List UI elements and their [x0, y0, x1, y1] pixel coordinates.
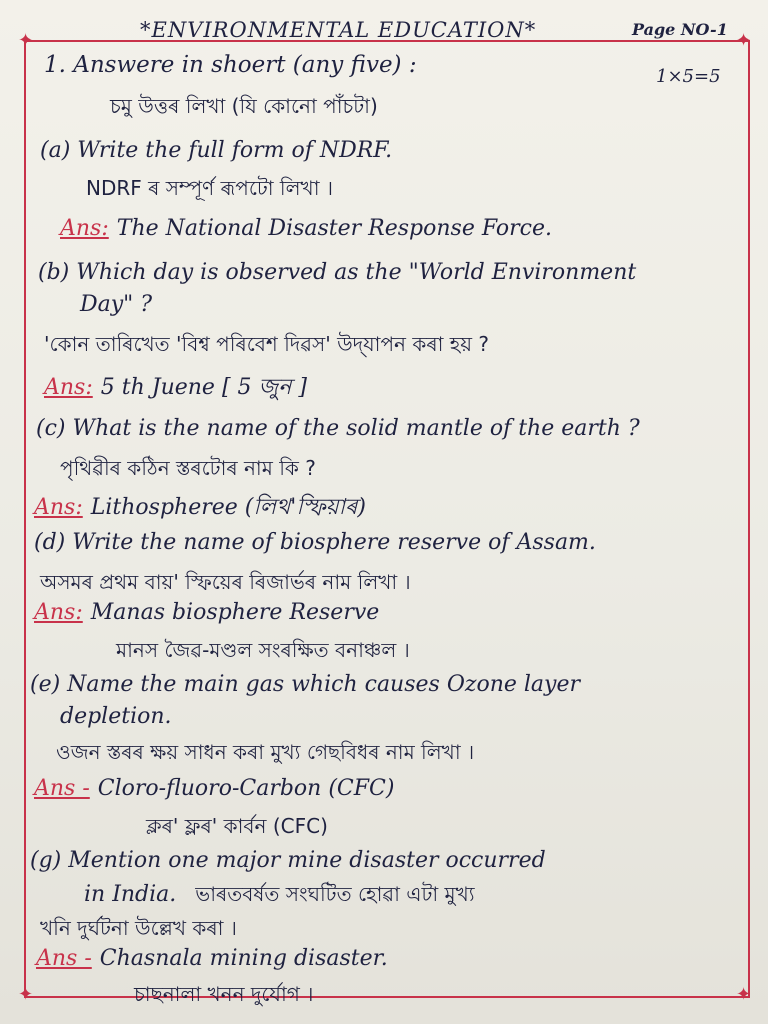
question-g: (g) Mention one major mine disaster occurred	[30, 848, 546, 873]
question-b: (b) Which day is observed as the "World Environment	[38, 260, 637, 285]
question-d-bn: অসমৰ প্ৰথম বায়' স্ফিয়েৰ ৰিজাৰ্ভৰ নাম লিখা ।	[40, 570, 411, 594]
instruction-text-bn: চমু উত্তৰ লিখা (যি কোনো পাঁচটা)	[110, 94, 378, 118]
answer-c	[34, 490, 366, 527]
question-g-cont-bn: ভাৰতবৰ্ষত সংঘটিত হোৱা এটা মুখ্য	[195, 882, 475, 906]
answer-label: Ans:	[44, 375, 93, 400]
question-a-bn: NDRF ৰ সম্পূৰ্ণ ৰূপটো লিখা ।	[86, 176, 334, 200]
question-a: (a) Write the full form of NDRF.	[40, 138, 393, 163]
answer-b	[44, 370, 307, 407]
answer-e	[34, 776, 394, 801]
answer-text: The National Disaster Response Force.	[116, 216, 552, 241]
question-g-cont-en: in India.	[84, 882, 177, 907]
answer-a	[60, 216, 552, 241]
answer-text: Chasnala mining disaster.	[99, 946, 388, 971]
answer-d-bn: মানস জৈৱ-মণ্ডল সংৰক্ষিত বনাঞ্চল ।	[116, 638, 410, 662]
question-e-bn: ওজন স্তৰৰ ক্ষয় সাধন কৰা মুখ্য গেছবিধৰ নাম লিখা ।	[56, 740, 475, 764]
answer-text: Manas biosphere Reserve	[90, 600, 380, 625]
question-g-bn: খনি দুৰ্ঘটনা উল্লেখ কৰা ।	[40, 916, 237, 940]
answer-label: Ans:	[60, 216, 109, 241]
answer-text: Lithospheree (লিথ'স্ফিয়াৰ)	[90, 495, 366, 520]
marks-label: 1×5=5	[656, 66, 721, 87]
instruction-text: 1. Answere in shoert (any five) :	[44, 52, 417, 78]
question-c: (c) What is the name of the solid mantle of the earth ?	[36, 416, 640, 441]
question-c-bn: পৃথিৱীৰ কঠিন স্তৰটোৰ নাম কি ?	[60, 456, 316, 480]
answer-label: Ans:	[34, 600, 83, 625]
question-e-cont: depletion.	[60, 704, 172, 729]
answer-text: 5 th Juene [ 5 জুন ]	[100, 375, 307, 400]
answer-label: Ans:	[34, 495, 83, 520]
corner-mark-bottom-left: ✦	[18, 984, 34, 1005]
page-content	[30, 44, 744, 1006]
question-e: (e) Name the main gas which causes Ozone layer	[30, 672, 580, 697]
question-b-cont: Day" ?	[80, 292, 153, 317]
page-number: Page NO-1	[632, 20, 728, 39]
question-d: (d) Write the name of biosphere reserve of Assam.	[34, 530, 596, 555]
answer-g-bn: চাছনালা খনন দুৰ্যোগ ।	[134, 982, 314, 1006]
answer-text: Cloro-fluoro-Carbon (CFC)	[97, 776, 395, 801]
answer-label: Ans -	[36, 946, 92, 971]
answer-d	[34, 600, 379, 625]
question-b-bn: 'কোন তাৰিখেত 'বিশ্ব পৰিবেশ দিৱস' উদ্‌যাপন কৰা হয় ?	[44, 332, 490, 356]
answer-e-bn: ক্লৰ' ফ্লৰ' কাৰ্বন (CFC)	[146, 814, 328, 838]
corner-mark-bottom-right: ✦	[736, 984, 752, 1005]
answer-label: Ans -	[34, 776, 90, 801]
page-title: *ENVIRONMENTAL EDUCATION*	[140, 18, 537, 42]
corner-mark-top-left: ✦	[18, 30, 34, 51]
corner-mark-top-right: ✦	[736, 30, 752, 51]
answer-g	[36, 946, 388, 971]
question-g-cont	[84, 880, 475, 913]
